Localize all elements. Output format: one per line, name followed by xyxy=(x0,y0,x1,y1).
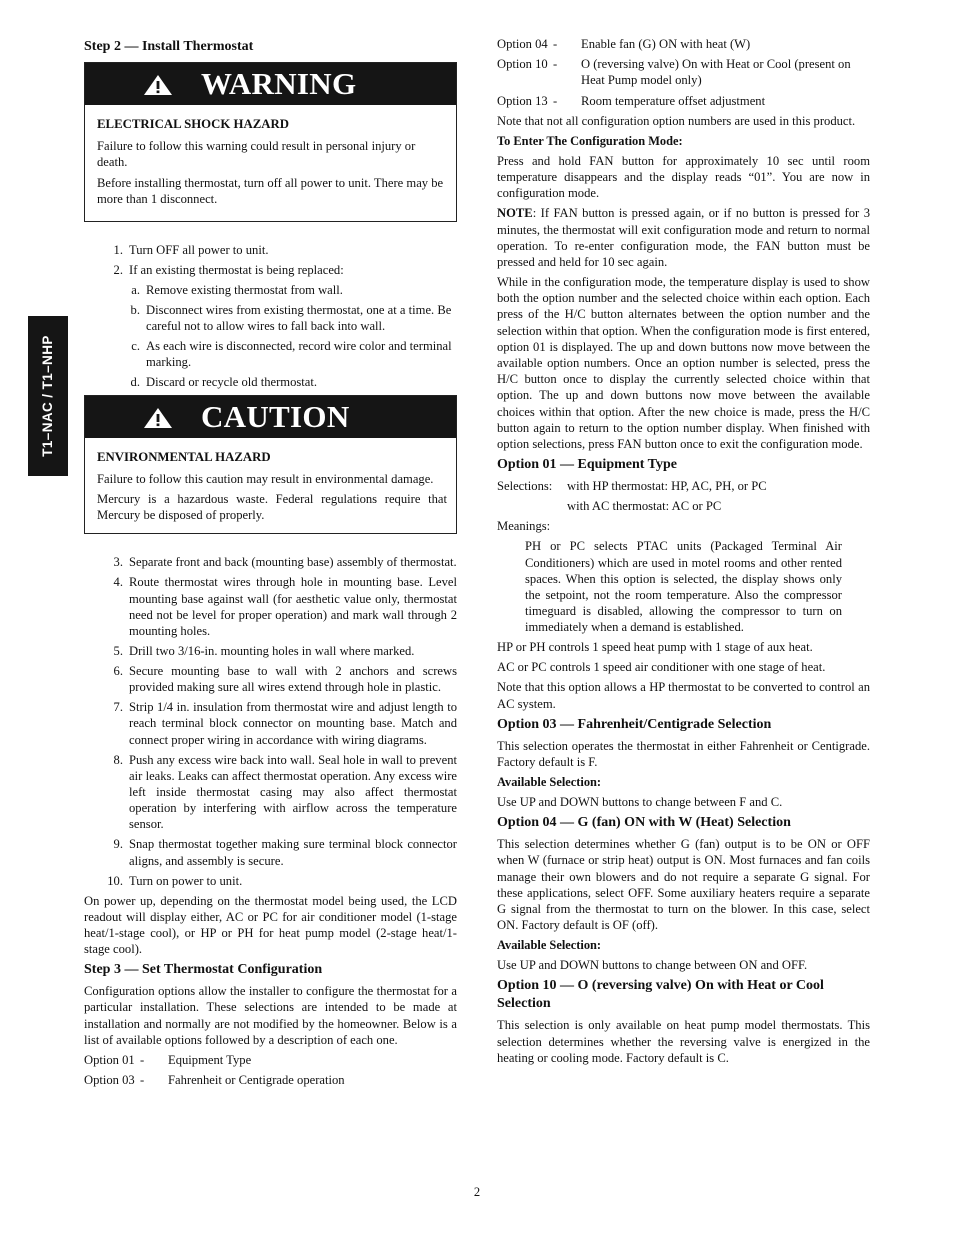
caution-text-2: Mercury is a hazardous waste. Federal regulations require that Mercury be disposed of properly. xyxy=(97,492,447,523)
option03-heading: Option 03 — Fahrenheit/Centigrade Selection xyxy=(497,716,772,732)
option03-available-text: Use UP and DOWN buttons to change between F and C. xyxy=(497,795,783,810)
ac-text: AC or PC controls 1 speed air conditioner with one stage of heat. xyxy=(497,660,826,675)
caution-word: CAUTION xyxy=(201,398,350,434)
warning-title: ELECTRICAL SHOCK HAZARD xyxy=(97,117,289,131)
option01-heading: Option 01 — Equipment Type xyxy=(497,457,677,473)
list-item: 9. Snap thermostat together making sure terminal block connector aligns, and assembly is secure. xyxy=(113,837,457,868)
config-mode-text: While in the configuration mode, the temperature display is used to show both the option number and the selected choice within each option. Each press of the H/C button alternates between the option number and the selection within that option. When the configuration mode is first entered, option 01 is displayed. The up and down buttons now move between the available option numbers. Once an option number is selected, press the H/C button once to display the currently selected choice within that option. The up and down buttons now move between the available choices within that option. After the new choice is made, press the H/C button again to return to the option number display. When finished with option selections, press FAN button once to exit the configuration mode. xyxy=(497,275,870,452)
list-item: 3. Separate front and back (mounting base) assembly of thermostat. xyxy=(113,555,457,570)
left-column xyxy=(84,36,457,1092)
side-tab-label: T1–NAC / T1–NHP xyxy=(39,335,55,457)
note-text: : If FAN button is pressed again, or if no button is pressed for 3 minutes, the thermostat will exit configuration mode and return to normal operation. To re-enter configuration mode, the FAN button must be pressed and held for 10 sec again. xyxy=(497,206,870,270)
warning-word: WARNING xyxy=(201,65,357,101)
steps-list-a xyxy=(84,242,457,278)
power-up-text: On power up, depending on the thermostat model being used, the LCD readout will display either, AC or PC for air conditioner model (1-stage heat/1-stage cool), or HP or PH for heat pump model (2-stage heat/1-stage cool). xyxy=(84,893,457,957)
warning-text-2: Before installing thermostat, turn off all power to unit. There may be more than 1 disconnect. xyxy=(97,175,444,206)
warning-body xyxy=(85,105,456,221)
warning-banner xyxy=(85,63,456,105)
option04-available-label: Available Selection: xyxy=(497,938,602,953)
hp-text: HP or PH controls 1 speed heat pump with 1 stage of aux heat. xyxy=(497,640,813,655)
option10-heading: Option 10 — O (reversing valve) On with Heat or Cool Selection xyxy=(497,978,824,1012)
option-row: Option 03 - Fahrenheit or Centigrade operation xyxy=(84,1073,345,1088)
list-item: 7. Strip 1/4 in. insulation from thermostat wire and adjust length to reach terminal block connector on mounting base. Match and connect proper wiring in accordance with wiring diagrams. xyxy=(113,700,457,747)
list-item: 10. Turn on power to unit. xyxy=(107,873,243,888)
option04-heading: Option 04 — G (fan) ON with W (Heat) Selection xyxy=(497,815,791,831)
enter-config-text: Press and hold FAN button for approximately 10 sec until room temperature disappears and the display reads “01”. You are now in configuration mode. xyxy=(497,154,870,201)
list-item: 8. Push any excess wire back into wall. Seal hole in wall to prevent air leaks. Leaks can affect thermostat operation. Any excess wire left inside thermostat casing may also affect thermostat operation by interfering with airflow across the temperature sensor. xyxy=(113,752,457,832)
option-row: Option 13 - Room temperature offset adjustment xyxy=(497,93,766,108)
selections-row: with AC thermostat: AC or PC xyxy=(567,499,722,514)
list-item: 2. If an existing thermostat is being replaced: xyxy=(113,263,344,278)
list-item: 1. Turn OFF all power to unit. xyxy=(113,243,269,258)
option03-available-label: Available Selection: xyxy=(497,774,602,789)
enter-config-heading: To Enter The Configuration Mode: xyxy=(497,133,683,148)
warning-text-1: Failure to follow this warning could result in personal injury or death. xyxy=(97,139,416,170)
list-item: 4. Route thermostat wires through hole in mounting base. Level mounting base against wall (for aesthetic value only, thermostat need not be level for proper operation) and mark wall through 2 mounting holes. xyxy=(113,575,457,639)
option-row: Option 04 - Enable fan (G) ON with heat (W) xyxy=(497,37,751,51)
page-number: 2 xyxy=(473,1185,481,1199)
caution-banner xyxy=(85,396,456,438)
step3-heading: Step 3 — Set Thermostat Configuration xyxy=(84,962,323,978)
warning-box xyxy=(84,62,457,222)
step3-text: Configuration options allow the installer to configure the thermostat for a particular installation. These selections are intended to be made at installation and normally are not modified by the homeowner. Below is a list of available options followed by a description of each one. xyxy=(84,984,457,1047)
option-row: Option 01 - Equipment Type xyxy=(84,1052,252,1067)
meanings-text: PH or PC selects PTAC units (Packaged Terminal Air Conditioners) which are used in motel rooms and other rented spaces. When this option is selected, the display shows only the setpoint, not the room temperature. Also the compressor timeguard is disabled, allowing the compressor to turn on immediately when a demand is established. xyxy=(525,539,842,635)
right-column xyxy=(497,36,870,1070)
option03-text: This selection operates the thermostat in either Fahrenheit or Centigrade. Factory default is F. xyxy=(497,738,870,769)
caution-text-1: Failure to follow this caution may result in environmental damage. xyxy=(97,471,434,486)
caution-title: ENVIRONMENTAL HAZARD xyxy=(97,449,271,464)
list-item: b. Disconnect wires from existing thermostat, one at a time. Be careful not to allow wires to fall back into wall. xyxy=(130,303,452,334)
list-item: 6. Secure mounting base to wall with 2 anchors and screws provided making sure all wires extend through hole in plastic. xyxy=(113,664,457,695)
note-not-all: Note that not all configuration option numbers are used in this product. xyxy=(497,113,856,128)
list-item: a. Remove existing thermostat from wall. xyxy=(131,283,343,298)
option10-text: This selection is only available on heat pump model thermostats. This selection determines whether the reversing valve is energized in the heating or cooling mode. Factory default is C. xyxy=(497,1018,870,1065)
step2-heading: Step 2 — Install Thermostat xyxy=(84,39,254,54)
option04-available-text: Use UP and DOWN buttons to change between ON and OFF. xyxy=(497,958,808,973)
substeps-list xyxy=(84,282,457,391)
selections-row: Selections: with HP thermostat: HP, AC, PH, or PC xyxy=(497,479,767,494)
list-item: c. As each wire is disconnected, record wire color and terminal marking. xyxy=(131,339,452,370)
side-tab xyxy=(28,316,68,476)
warning-triangle-icon xyxy=(143,74,173,96)
option04-text: This selection determines whether G (fan) output is to be ON or OFF when W (furnace or strip heat) output is ON. Most furnaces and fan coils manage their own blowers and do not require a separate G signal. For these applications, select OFF. Some auxiliary heaters require a separate G signal from the thermostat to turn on the blower. In this case, select ON. Factory default is OF (off). xyxy=(497,837,870,933)
note-paragraph xyxy=(497,205,870,270)
note-label: NOTE xyxy=(497,206,533,221)
caution-body xyxy=(85,438,456,534)
note-convert: Note that this option allows a HP thermostat to be converted to control an AC system. xyxy=(497,680,870,711)
meanings-label: Meanings: xyxy=(497,519,551,534)
list-item: 5. Drill two 3/16-in. mounting holes in wall where marked. xyxy=(113,644,415,659)
list-item: d. Discard or recycle old thermostat. xyxy=(130,375,317,390)
steps-list-b xyxy=(84,554,457,888)
option-row: Option 10 - O (reversing valve) On with Heat or Cool (present on Heat Pump model only) xyxy=(497,57,851,88)
caution-triangle-icon xyxy=(143,407,173,429)
caution-box xyxy=(84,395,457,535)
